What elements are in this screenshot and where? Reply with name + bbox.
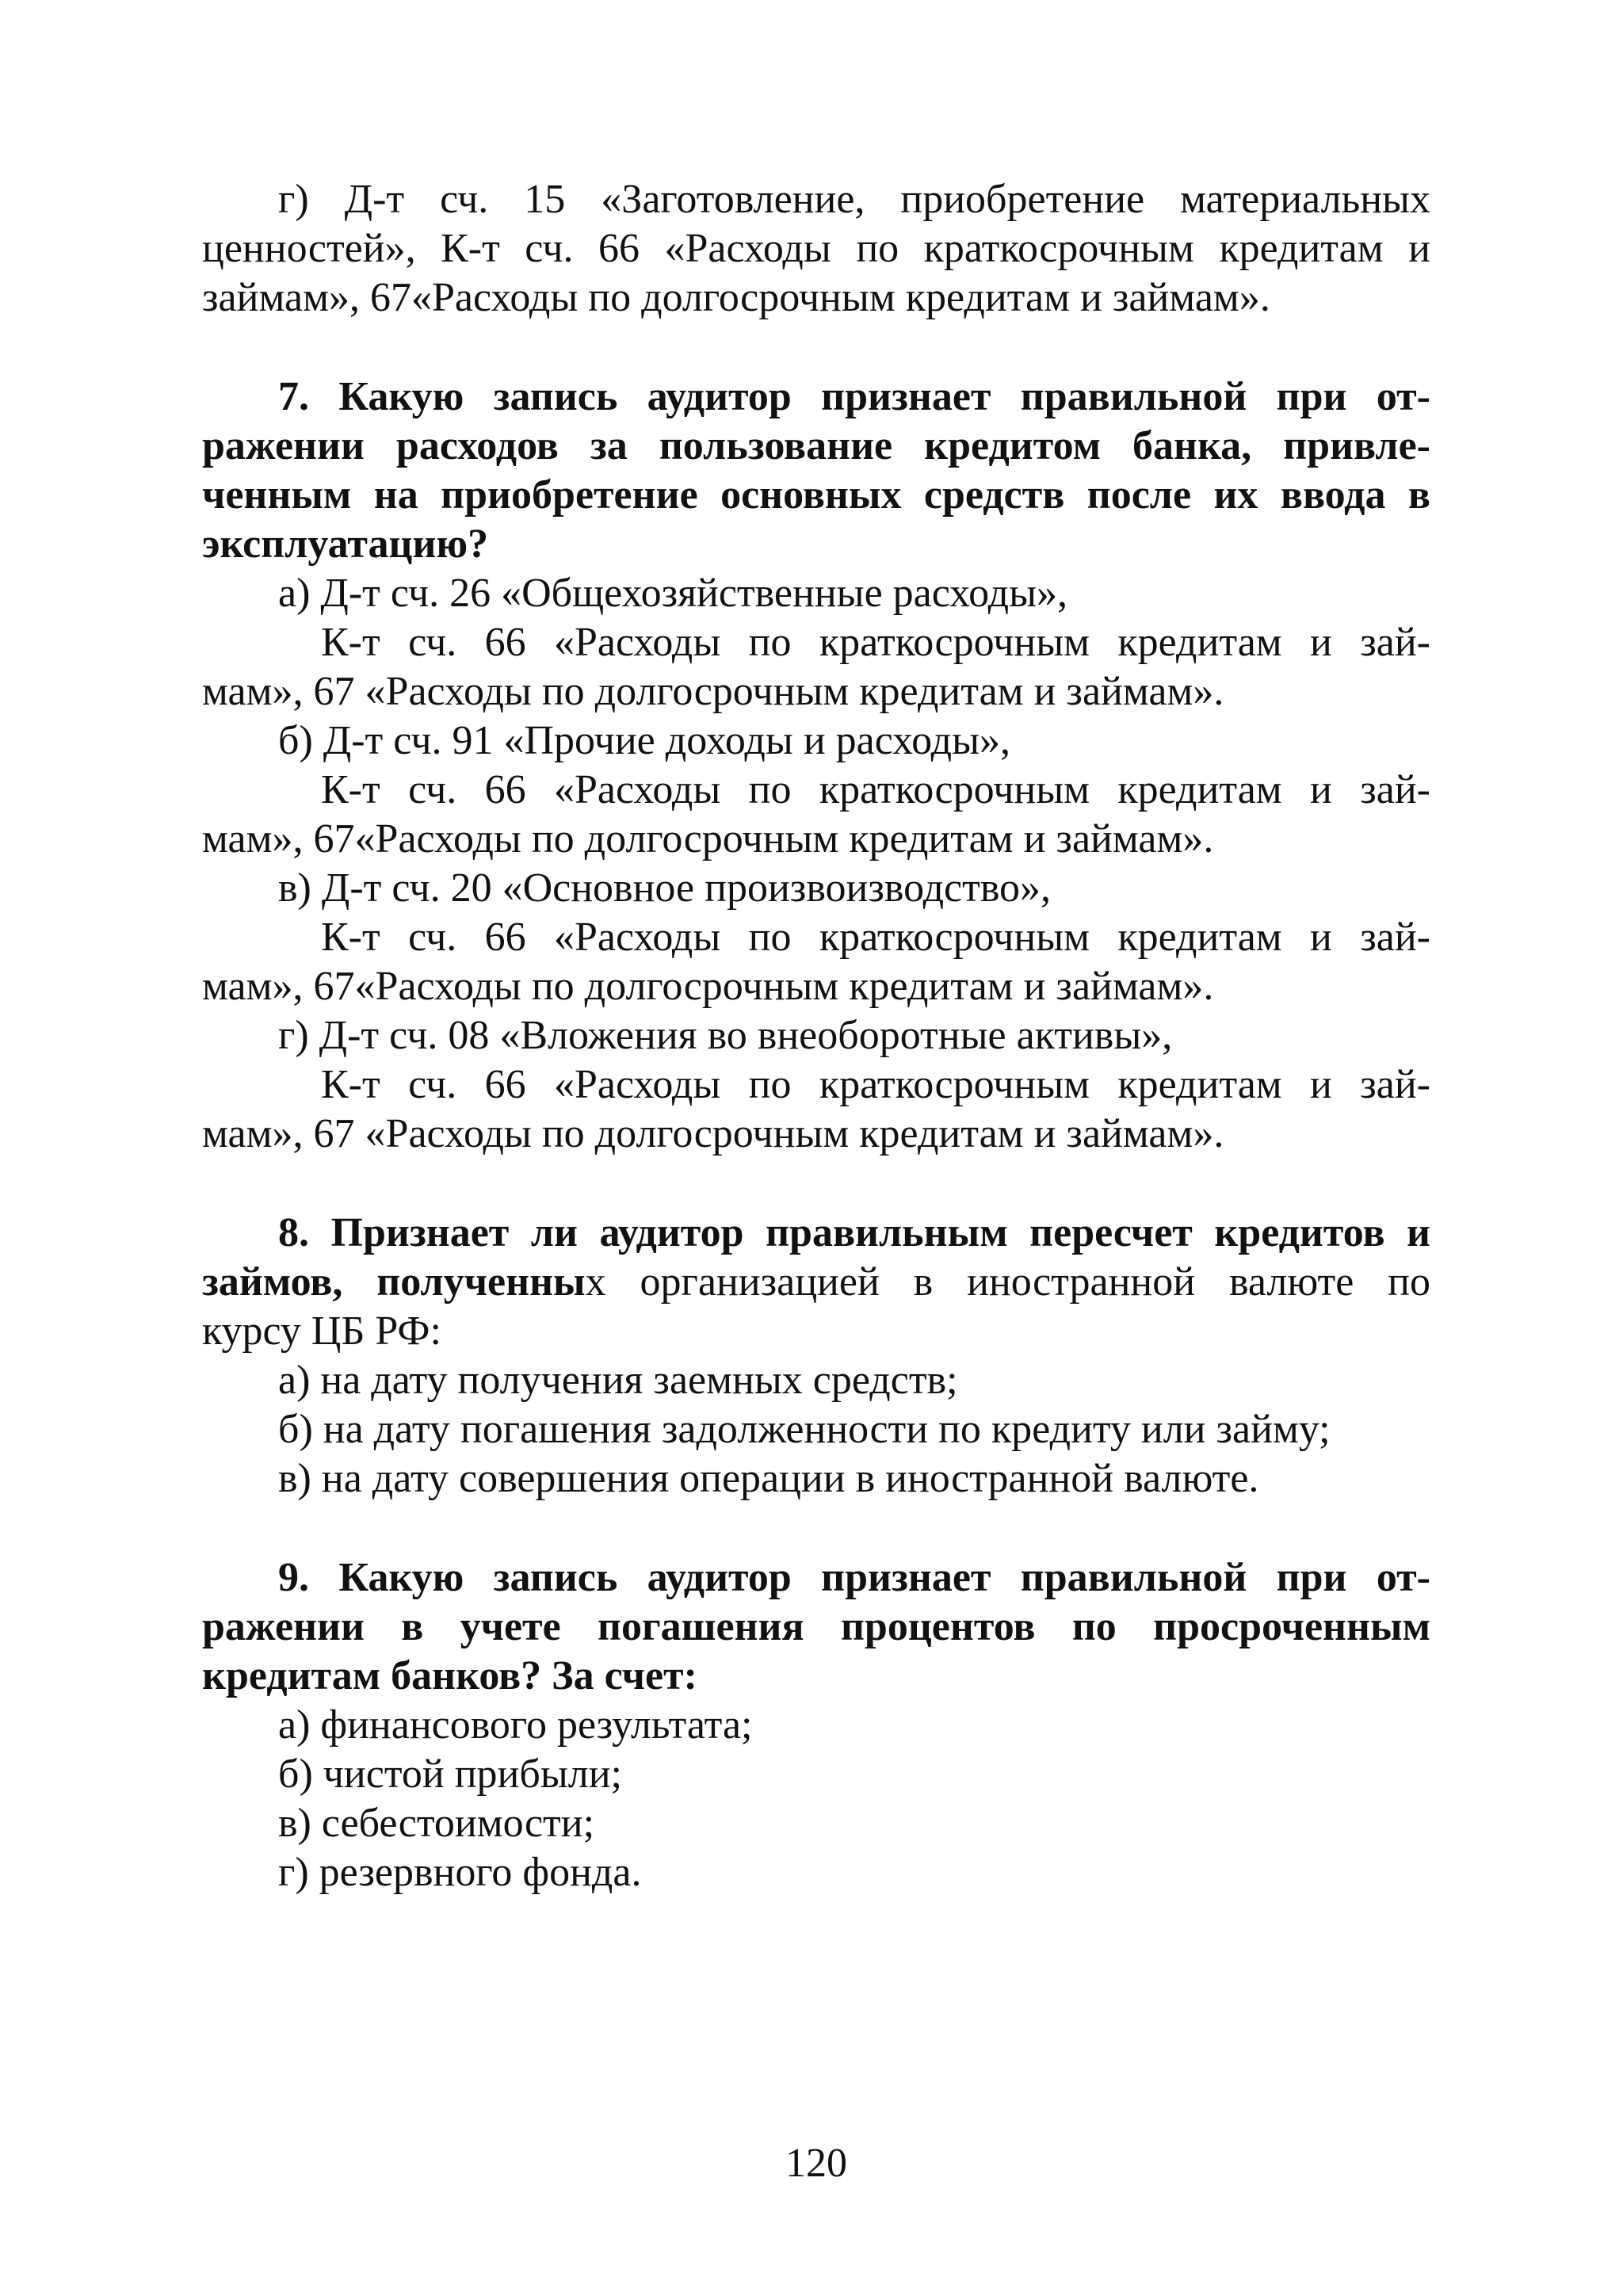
answer-option: б) чистой прибыли;	[278, 1752, 622, 1797]
question-9-line: ражении в учете погашения процентов по просроченным	[202, 1604, 1430, 1649]
question-8-line: 8. Признает ли аудитор правильным пересчет кредитов и	[278, 1210, 1430, 1255]
answer-text-line: мам», 67«Расходы по долгосрочным кредитам и займам».	[202, 816, 1214, 861]
answer-option: г) резервного фонда.	[278, 1850, 642, 1895]
answer-option: а) на дату получения заемных средств;	[278, 1358, 958, 1403]
answer-text-line: К-т сч. 66 «Расходы по краткосрочным кредитам и зай-	[321, 915, 1430, 960]
question-8-bold-part: займов, полученны	[202, 1259, 586, 1305]
document-page	[202, 0, 1430, 2296]
question-7-line: эксплуатацию?	[202, 521, 489, 567]
question-7-line: ченным на приобретение основных средств после их ввода в	[202, 472, 1430, 518]
answer-option: б) на дату погашения задолженности по кредиту или займу;	[278, 1407, 1331, 1452]
text-line: ценностей», К-т сч. 66 «Расходы по краткосрочным кредитам и	[202, 226, 1430, 271]
text-line: г) Д-т сч. 15 «Заготовление, приобретение материальных	[278, 177, 1430, 222]
answer-text-line: мам», 67 «Расходы по долгосрочным кредитам и займам».	[202, 669, 1224, 714]
question-9-line: кредитам банков? За счет:	[202, 1653, 697, 1698]
answer-text-line: К-т сч. 66 «Расходы по краткосрочным кредитам и зай-	[321, 767, 1430, 812]
question-7-line: ражении расходов за пользование кредитом банка, привле-	[202, 423, 1430, 468]
answer-text-line: мам», 67 «Расходы по долгосрочным кредитам и займам».	[202, 1111, 1224, 1156]
question-9-line: 9. Какую запись аудитор признает правильной при от-	[278, 1555, 1430, 1600]
answer-option: в) Д-т сч. 20 «Основное произвоизводство»,	[278, 865, 1052, 911]
answer-option: б) Д-т сч. 91 «Прочие доходы и расходы»,	[278, 718, 1011, 763]
question-7-line: 7. Какую запись аудитор признает правильной при от-	[278, 374, 1430, 419]
text-line: займам», 67«Расходы по долгосрочным кредитам и займам».	[202, 275, 1270, 320]
question-8-regular-part: х организацией в иностранной валюте по	[585, 1259, 1431, 1305]
answer-option: г) Д-т сч. 08 «Вложения во внеоборотные активы»,	[278, 1013, 1173, 1058]
answer-option: в) на дату совершения операции в иностранной валюте.	[278, 1456, 1259, 1501]
answer-option: в) себестоимости;	[278, 1801, 595, 1846]
page-number: 120	[785, 2141, 847, 2186]
answer-text-line: К-т сч. 66 «Расходы по краткосрочным кредитам и зай-	[321, 1062, 1430, 1107]
answer-option: а) финансового результата;	[278, 1702, 753, 1748]
question-8-line: курсу ЦБ РФ:	[202, 1308, 441, 1354]
question-8-line	[202, 1259, 1430, 1306]
answer-text-line: К-т сч. 66 «Расходы по краткосрочным кредитам и зай-	[321, 620, 1430, 665]
answer-option: а) Д-т сч. 26 «Общехозяйственные расходы»,	[278, 571, 1068, 616]
answer-text-line: мам», 67«Расходы по долгосрочным кредитам и займам».	[202, 964, 1214, 1009]
